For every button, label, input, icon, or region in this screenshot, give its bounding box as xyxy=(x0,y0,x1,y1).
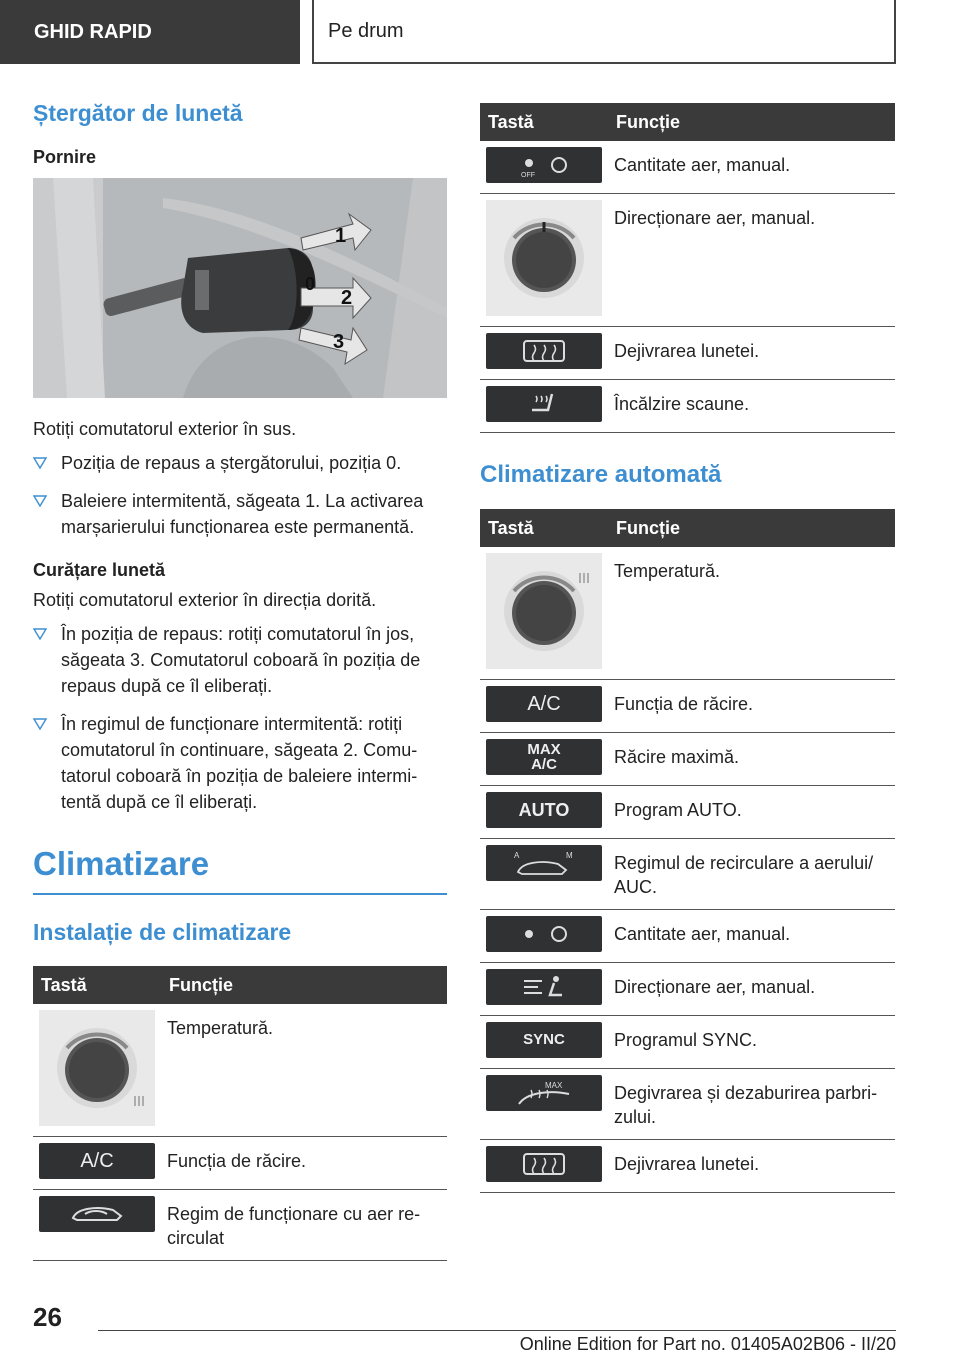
row-function: Temperatură. xyxy=(608,547,895,680)
row-function: Regim de funcționare cu aer re-circulat xyxy=(161,1190,447,1261)
start-text: Rotiți comutatorul exterior în sus. xyxy=(33,419,297,439)
triangle-bullet-icon xyxy=(33,494,47,508)
rear-defrost-button-icon xyxy=(486,333,602,369)
arrow-label-2: 2 xyxy=(341,287,353,309)
triangle-bullet-icon xyxy=(33,717,47,731)
left-column xyxy=(33,100,447,1261)
clean-heading: Curățare lunetă xyxy=(33,560,166,580)
list-item: Poziția de repaus a ștergătorului, poziția 0. xyxy=(33,450,447,476)
row-function: Degivrarea și dezaburirea parbri-zului. xyxy=(608,1069,895,1140)
table-row xyxy=(480,963,895,1016)
rear-defrost-button-icon xyxy=(486,1146,602,1182)
row-function: Funcția de răcire. xyxy=(161,1137,447,1190)
row-function: Dejivrarea lunetei. xyxy=(608,327,895,380)
install-table xyxy=(33,966,447,1261)
col-func-header: Funcție xyxy=(608,103,895,141)
row-function: Dejivrarea lunetei. xyxy=(608,1140,895,1193)
table-row xyxy=(480,680,895,733)
triangle-bullet-icon xyxy=(33,456,47,470)
table-row xyxy=(480,733,895,786)
fan-button-icon xyxy=(486,147,602,183)
auto-button-icon: AUTO xyxy=(486,792,602,828)
row-function: Programul SYNC. xyxy=(608,1016,895,1069)
row-function: Direcționare aer, manual. xyxy=(608,194,895,327)
climate-title: Climatizare xyxy=(33,845,447,895)
sync-button-icon: SYNC xyxy=(486,1022,602,1058)
table-row xyxy=(480,1069,895,1140)
col-key-header: Tastă xyxy=(480,509,608,547)
clean-list xyxy=(33,621,447,815)
start-heading: Pornire xyxy=(33,147,97,167)
header-chapter-label: Pe drum xyxy=(328,19,404,42)
list-item: Baleiere intermitentă, săgeata 1. La activarea marșarierului funcționarea este permanentă. xyxy=(33,488,447,540)
svg-text:OFF: OFF xyxy=(521,172,535,179)
air-direction-button-icon xyxy=(486,969,602,1005)
page-number: 26 xyxy=(33,1302,62,1332)
auto-table xyxy=(480,509,895,1193)
recirculation-button-icon xyxy=(39,1196,155,1232)
row-function: Funcția de răcire. xyxy=(608,680,895,733)
table-row xyxy=(480,547,895,680)
table-row xyxy=(33,1004,447,1137)
ac-button-icon: A/C xyxy=(486,686,602,722)
header-chapter xyxy=(312,0,896,64)
fan-button-icon xyxy=(486,916,602,952)
wiper-title: Ștergător de lunetă xyxy=(33,100,243,126)
col-func-header: Funcție xyxy=(161,966,447,1004)
row-function: Încălzire scaune. xyxy=(608,380,895,433)
list-item: În regimul de funcționare intermitentă: rotiți comutatorul în continuare, săgeata 2. Comu-tatorul coboară în poziția de baleiere intermi-tentă după ce îl eliberați. xyxy=(33,711,447,815)
row-function: Răcire maximă. xyxy=(608,733,895,786)
col-key-header: Tastă xyxy=(33,966,161,1004)
table-row xyxy=(33,1190,447,1261)
svg-text:MAX: MAX xyxy=(545,1081,563,1090)
auto-title: Climatizare automată xyxy=(480,461,722,488)
temperature-knob-icon xyxy=(39,1010,155,1126)
col-func-header: Funcție xyxy=(608,509,895,547)
seat-heating-button-icon xyxy=(486,386,602,422)
install-table-continued xyxy=(480,103,895,433)
row-function: Program AUTO. xyxy=(608,786,895,839)
max-defrost-button-icon xyxy=(486,1075,602,1111)
ac-button-icon: A/C xyxy=(39,1143,155,1179)
air-direction-knob-icon xyxy=(486,200,602,316)
triangle-bullet-icon xyxy=(33,627,47,641)
row-function: Regimul de recirculare a aerului/ AUC. xyxy=(608,839,895,910)
row-function: Direcționare aer, manual. xyxy=(608,963,895,1016)
clean-text: Rotiți comutatorul exterior în direcția dorită. xyxy=(33,590,377,610)
wiper-stalk-illustration xyxy=(33,178,447,398)
table-row xyxy=(480,1016,895,1069)
table-row xyxy=(480,1140,895,1193)
col-key-header: Tastă xyxy=(480,103,608,141)
row-function: Temperatură. xyxy=(161,1004,447,1137)
arrow-label-1: 1 xyxy=(335,225,347,247)
row-function: Cantitate aer, manual. xyxy=(608,141,895,194)
table-row xyxy=(480,141,895,194)
footer-divider xyxy=(98,1330,896,1331)
svg-text:A: A xyxy=(514,851,520,860)
table-row xyxy=(480,910,895,963)
install-title: Instalație de climatizare xyxy=(33,919,292,945)
list-item: În poziția de repaus: rotiți comutatorul în jos, săgeata 3. Comutatorul coboară în poziția de repaus după ce îl eliberați. xyxy=(33,621,447,699)
auc-recirculation-button-icon xyxy=(486,845,602,881)
header-section-label: GHID RAPID xyxy=(34,20,152,43)
table-row xyxy=(480,327,895,380)
table-row xyxy=(480,380,895,433)
header-section xyxy=(0,0,300,64)
temperature-knob-icon xyxy=(486,553,602,669)
table-row xyxy=(480,194,895,327)
footer-edition: Online Edition for Part no. 01405A02B06 - II/20 xyxy=(519,1334,896,1354)
right-column xyxy=(480,103,895,1193)
table-row xyxy=(480,839,895,910)
max-ac-button-icon: MAX A/C xyxy=(486,739,602,775)
table-row xyxy=(33,1137,447,1190)
row-function: Cantitate aer, manual. xyxy=(608,910,895,963)
svg-text:M: M xyxy=(566,851,573,860)
start-list xyxy=(33,450,447,540)
position-label-0: 0 xyxy=(305,274,316,294)
wiper-stalk-photo xyxy=(33,178,447,398)
table-row xyxy=(480,786,895,839)
arrow-label-3: 3 xyxy=(333,331,345,353)
